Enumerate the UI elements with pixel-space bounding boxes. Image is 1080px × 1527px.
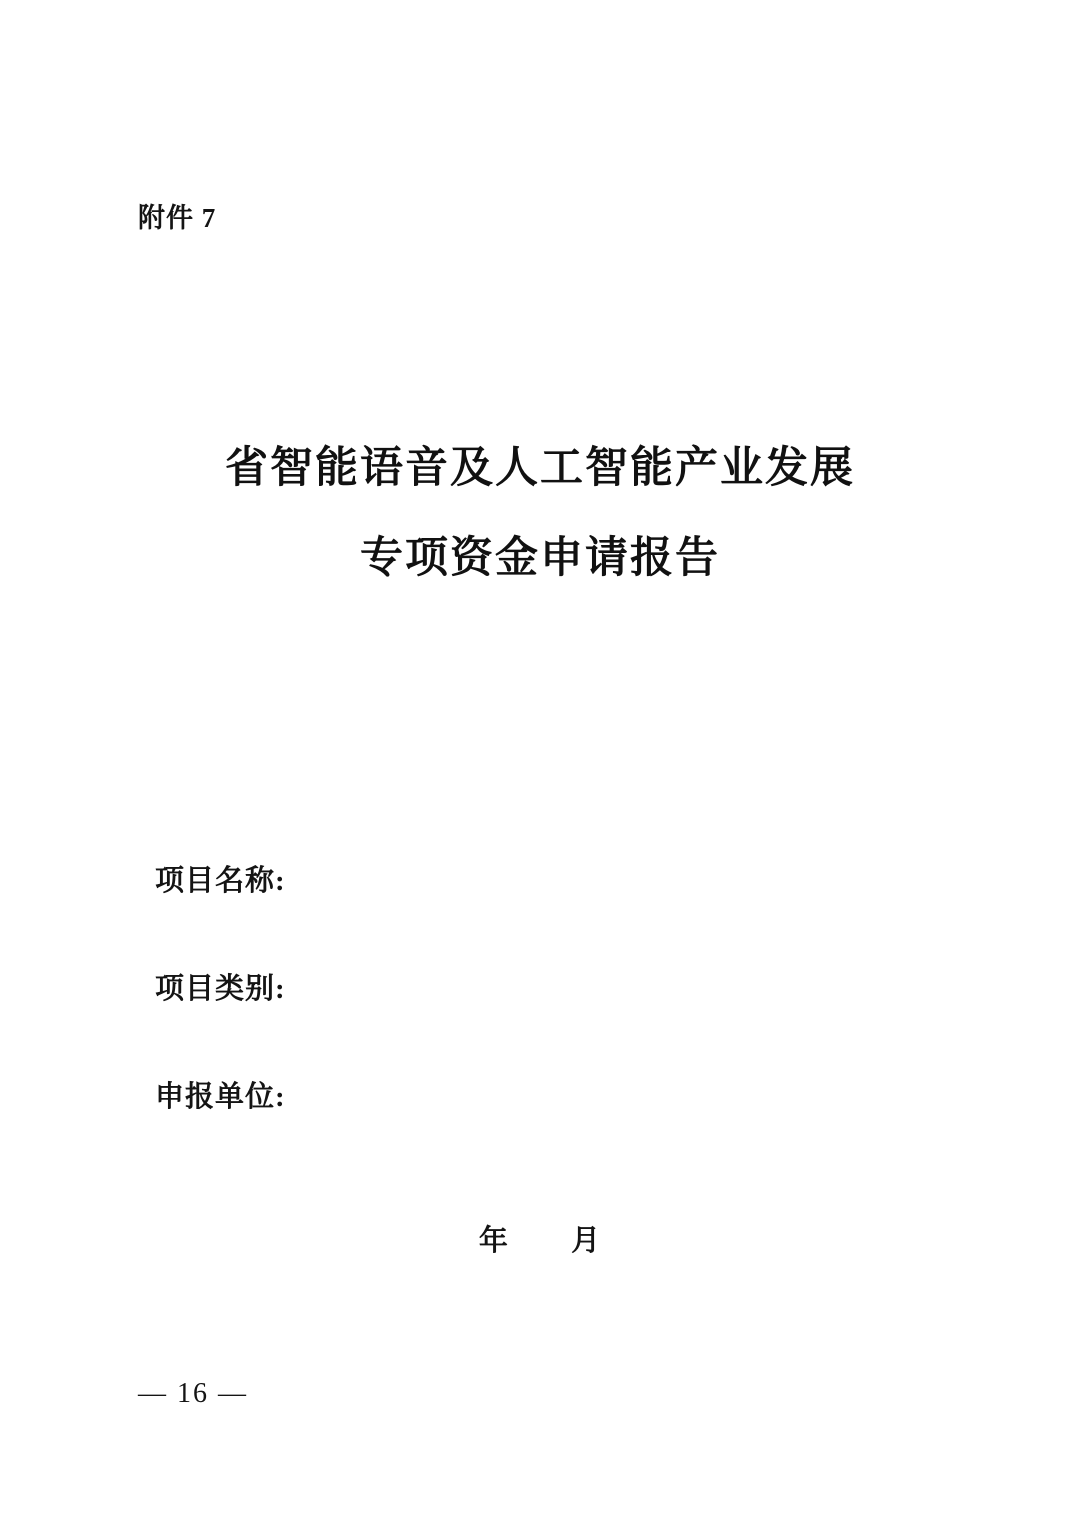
page-title-line-1: 省智能语音及人工智能产业发展 bbox=[225, 445, 855, 492]
field-project-category-label: 项目类别: bbox=[155, 973, 286, 1005]
date-line bbox=[0, 1218, 1080, 1259]
page-number: — 16 — bbox=[138, 1378, 248, 1409]
field-applicant-unit bbox=[155, 1074, 855, 1115]
date-year-unit: 年 bbox=[478, 1225, 509, 1257]
field-project-name bbox=[155, 858, 855, 899]
field-applicant-unit-label: 申报单位: bbox=[155, 1081, 286, 1113]
form-fields bbox=[155, 858, 855, 1182]
page-title bbox=[0, 424, 1080, 604]
field-project-name-label: 项目名称: bbox=[155, 865, 286, 897]
attachment-label: 附件 7 bbox=[138, 203, 217, 233]
date-month-unit: 月 bbox=[571, 1225, 602, 1257]
page-title-line-2: 专项资金申请报告 bbox=[360, 535, 720, 582]
field-project-category bbox=[155, 966, 855, 1007]
